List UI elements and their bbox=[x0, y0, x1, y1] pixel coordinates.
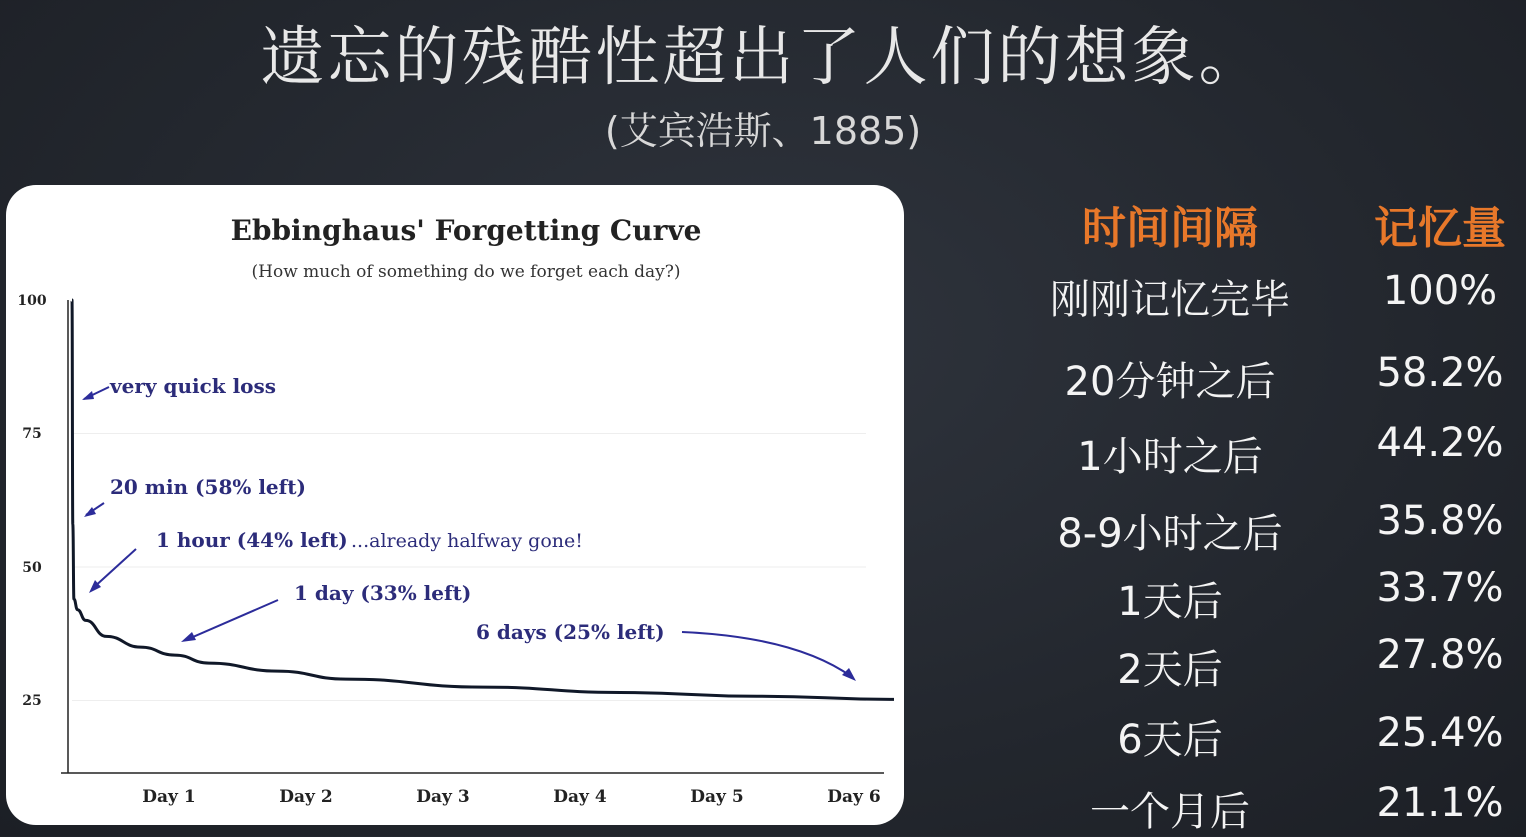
annotation-arrow bbox=[92, 549, 136, 589]
chart-title: Ebbinghaus' Forgetting Curve bbox=[230, 214, 702, 247]
annotation-arrowhead bbox=[842, 668, 856, 681]
table-row-interval: 一个月后 bbox=[1090, 789, 1250, 835]
table-row-retention: 21.1% bbox=[1376, 780, 1504, 826]
table-row-retention: 100% bbox=[1382, 268, 1498, 314]
x-tick-label: Day 2 bbox=[279, 787, 333, 807]
annotation-arrow bbox=[682, 632, 852, 677]
annotation-halfway-gone: ...already halfway gone! bbox=[351, 530, 583, 552]
annotation-arrow bbox=[186, 600, 278, 640]
x-tick-label: Day 1 bbox=[142, 787, 196, 807]
x-tick-label: Day 5 bbox=[690, 787, 744, 807]
y-tick-label: 75 bbox=[22, 426, 42, 442]
table-row-interval: 刚刚记忆完毕 bbox=[1050, 277, 1290, 323]
table-row-interval: 8-9小时之后 bbox=[1057, 511, 1283, 557]
citation: (艾宾浩斯、1885) bbox=[604, 109, 922, 153]
table-row-interval: 6天后 bbox=[1117, 717, 1223, 763]
table-row-retention: 33.7% bbox=[1376, 565, 1504, 611]
annotation-arrowhead bbox=[181, 632, 196, 642]
table-row-retention: 35.8% bbox=[1376, 498, 1504, 544]
forgetting-curve-chart bbox=[6, 185, 904, 825]
x-tick-label: Day 6 bbox=[827, 787, 881, 807]
header-retention: 记忆量 bbox=[1374, 203, 1506, 254]
header-time-interval: 时间间隔 bbox=[1082, 203, 1258, 254]
annotation-very-quick-loss: very quick loss bbox=[110, 374, 277, 398]
annotation-1-hour: 1 hour (44% left) bbox=[156, 528, 348, 552]
annotation-6-days: 6 days (25% left) bbox=[476, 620, 665, 644]
table-row-interval: 1小时之后 bbox=[1077, 434, 1263, 480]
annotation-20-min: 20 min (58% left) bbox=[110, 475, 306, 499]
table-row-retention: 44.2% bbox=[1376, 420, 1504, 466]
y-tick-label: 50 bbox=[22, 560, 42, 576]
table-row-interval: 20分钟之后 bbox=[1064, 359, 1276, 405]
x-tick-label: Day 3 bbox=[416, 787, 470, 807]
table-row-retention: 27.8% bbox=[1376, 632, 1504, 678]
table-row-retention: 58.2% bbox=[1376, 350, 1504, 396]
page-headline: 遗忘的残酷性超出了人们的想象。 bbox=[260, 21, 1266, 95]
y-tick-label: 100 bbox=[17, 293, 47, 309]
table-row-interval: 1天后 bbox=[1117, 579, 1223, 625]
table-row-retention: 25.4% bbox=[1376, 710, 1504, 756]
x-tick-label: Day 4 bbox=[553, 787, 607, 807]
y-tick-label: 25 bbox=[22, 693, 42, 709]
grid-lines bbox=[72, 434, 866, 701]
annotation-1-day: 1 day (33% left) bbox=[294, 581, 472, 605]
chart-subtitle: (How much of something do we forget each day?) bbox=[251, 262, 681, 282]
annotation-arrowhead bbox=[82, 391, 94, 400]
table-row-interval: 2天后 bbox=[1117, 647, 1223, 693]
chart-svg bbox=[6, 185, 904, 825]
